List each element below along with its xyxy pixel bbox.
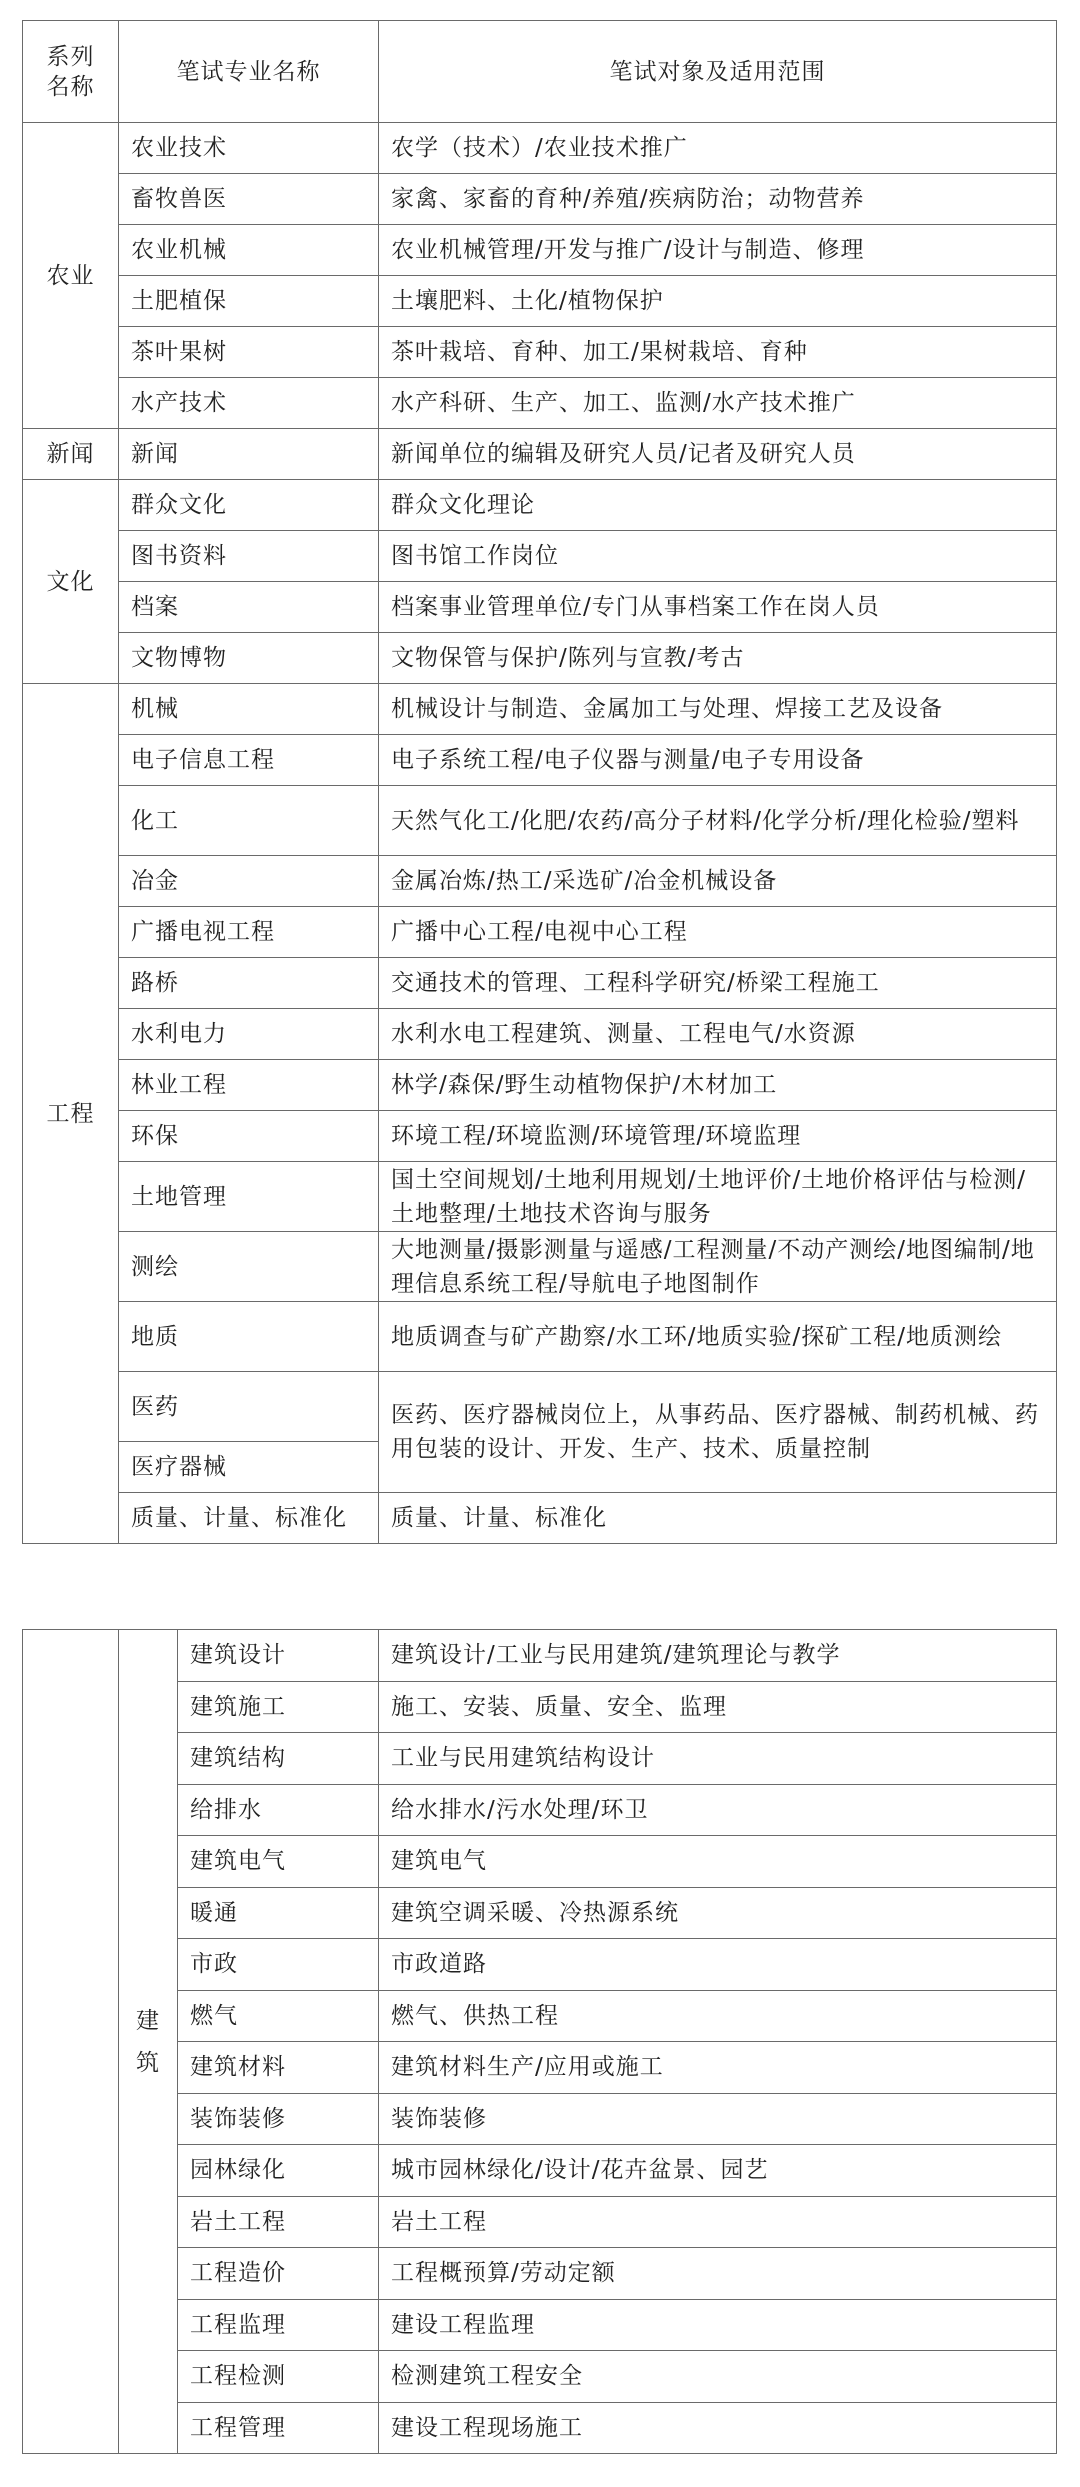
table-row: [23, 2042, 1057, 2094]
table-row: [23, 1887, 1057, 1939]
table-row: [23, 2402, 1057, 2454]
subject-cell: 地质: [119, 1302, 379, 1372]
scope-cell: 大地测量/摄影测量与遥感/工程测量/不动产测绘/地图编制/地理信息系统工程/导航电子地图制作: [379, 1232, 1057, 1302]
table-row: [23, 907, 1057, 958]
table-row: [23, 2093, 1057, 2145]
subject-cell: 工程造价: [178, 2248, 379, 2300]
table-row: [23, 1836, 1057, 1888]
scope-cell: 施工、安装、质量、安全、监理: [379, 1681, 1057, 1733]
table-row: [23, 1372, 1057, 1442]
table-row: [23, 735, 1057, 786]
table-row: [23, 480, 1057, 531]
scope-cell: 茶叶栽培、育种、加工/果树栽培、育种: [379, 327, 1057, 378]
table-row: [23, 1939, 1057, 1991]
scope-cell: 燃气、供热工程: [379, 1990, 1057, 2042]
subject-cell: 医药: [119, 1372, 379, 1442]
scope-cell: 质量、计量、标准化: [379, 1493, 1057, 1544]
table-row: [23, 786, 1057, 856]
table-row: [23, 123, 1057, 174]
scope-cell: 建筑设计/工业与民用建筑/建筑理论与教学: [379, 1630, 1057, 1682]
header-category: 系列 名称: [23, 21, 119, 123]
subject-cell: 建筑设计: [178, 1630, 379, 1682]
table-row: [23, 276, 1057, 327]
subject-cell: 档案: [119, 582, 379, 633]
subject-cell: 工程检测: [178, 2351, 379, 2403]
scope-cell: 装饰装修: [379, 2093, 1057, 2145]
scope-cell: 建筑材料生产/应用或施工: [379, 2042, 1057, 2094]
category-cell: 工程: [23, 684, 119, 1544]
scope-cell: 市政道路: [379, 1939, 1057, 1991]
table-row: [23, 1162, 1057, 1232]
category-cell: [23, 1630, 119, 2454]
table-row: [23, 531, 1057, 582]
subject-cell: 工程管理: [178, 2402, 379, 2454]
category-cell: 新闻: [23, 429, 119, 480]
scope-cell: 新闻单位的编辑及研究人员/记者及研究人员: [379, 429, 1057, 480]
subject-cell: 工程监理: [178, 2299, 379, 2351]
scope-cell: 家禽、家畜的育种/养殖/疾病防治；动物营养: [379, 174, 1057, 225]
table-row: [23, 1784, 1057, 1836]
subject-cell: 文物博物: [119, 633, 379, 684]
scope-cell: 金属冶炼/热工/采选矿/冶金机械设备: [379, 856, 1057, 907]
scope-cell: 岩土工程: [379, 2196, 1057, 2248]
table-row: [23, 1009, 1057, 1060]
category-cell: 文化: [23, 480, 119, 684]
subject-cell: 建筑施工: [178, 1681, 379, 1733]
table-row: [23, 2145, 1057, 2197]
exam-table-2: [22, 1629, 1057, 2454]
table-row: [23, 1060, 1057, 1111]
subject-cell: 建筑结构: [178, 1733, 379, 1785]
subject-cell: 电子信息工程: [119, 735, 379, 786]
category-cell: 农业: [23, 123, 119, 429]
scope-cell: 给水排水/污水处理/环卫: [379, 1784, 1057, 1836]
table-row: [23, 225, 1057, 276]
subject-cell: 农业技术: [119, 123, 379, 174]
table-row: [23, 684, 1057, 735]
subject-cell: 装饰装修: [178, 2093, 379, 2145]
scope-cell: 城市园林绿化/设计/花卉盆景、园艺: [379, 2145, 1057, 2197]
subject-cell: 农业机械: [119, 225, 379, 276]
scope-cell: 建筑空调采暖、冷热源系统: [379, 1887, 1057, 1939]
scope-cell: 土壤肥料、土化/植物保护: [379, 276, 1057, 327]
subject-cell: 质量、计量、标准化: [119, 1493, 379, 1544]
scope-cell: 文物保管与保护/陈列与宣教/考古: [379, 633, 1057, 684]
subject-cell: 土肥植保: [119, 276, 379, 327]
scope-cell: 建设工程监理: [379, 2299, 1057, 2351]
subject-cell: 环保: [119, 1111, 379, 1162]
subject-cell: 路桥: [119, 958, 379, 1009]
table-row: [23, 2299, 1057, 2351]
subject-cell: 广播电视工程: [119, 907, 379, 958]
scope-cell: 广播中心工程/电视中心工程: [379, 907, 1057, 958]
table-row: [23, 327, 1057, 378]
table-row: [23, 1111, 1057, 1162]
table-row: [23, 2248, 1057, 2300]
scope-cell: 医药、医疗器械岗位上，从事药品、医疗器械、制药机械、药用包装的设计、开发、生产、技术、质量控制: [379, 1372, 1057, 1493]
subject-cell: 医疗器械: [119, 1442, 379, 1493]
scope-cell: 水利水电工程建筑、测量、工程电气/水资源: [379, 1009, 1057, 1060]
scope-cell: 农学（技术）/农业技术推广: [379, 123, 1057, 174]
table-row: [23, 378, 1057, 429]
table-row: [23, 958, 1057, 1009]
subject-cell: 建筑材料: [178, 2042, 379, 2094]
subject-cell: 土地管理: [119, 1162, 379, 1232]
scope-cell: 交通技术的管理、工程科学研究/桥梁工程施工: [379, 958, 1057, 1009]
header-row: [23, 21, 1057, 123]
table-row: [23, 174, 1057, 225]
subject-cell: 园林绿化: [178, 2145, 379, 2197]
table-row: [23, 2351, 1057, 2403]
scope-cell: 林学/森保/野生动植物保护/木材加工: [379, 1060, 1057, 1111]
subject-cell: 图书资料: [119, 531, 379, 582]
scope-cell: 档案事业管理单位/专门从事档案工作在岗人员: [379, 582, 1057, 633]
table-row: [23, 1681, 1057, 1733]
subject-cell: 茶叶果树: [119, 327, 379, 378]
scope-cell: 检测建筑工程安全: [379, 2351, 1057, 2403]
subject-cell: 暖通: [178, 1887, 379, 1939]
subject-cell: 测绘: [119, 1232, 379, 1302]
scope-cell: 电子系统工程/电子仪器与测量/电子专用设备: [379, 735, 1057, 786]
scope-cell: 工程概预算/劳动定额: [379, 2248, 1057, 2300]
subject-cell: 群众文化: [119, 480, 379, 531]
table-row: [23, 1232, 1057, 1302]
table-row: [23, 856, 1057, 907]
scope-cell: 机械设计与制造、金属加工与处理、焊接工艺及设备: [379, 684, 1057, 735]
table-row: [23, 1733, 1057, 1785]
scope-cell: 建设工程现场施工: [379, 2402, 1057, 2454]
scope-cell: 图书馆工作岗位: [379, 531, 1057, 582]
table-row: [23, 1630, 1057, 1682]
scope-cell: 天然气化工/化肥/农药/高分子材料/化学分析/理化检验/塑料: [379, 786, 1057, 856]
scope-cell: 群众文化理论: [379, 480, 1057, 531]
subject-cell: 新闻: [119, 429, 379, 480]
table-row: [23, 582, 1057, 633]
subject-cell: 畜牧兽医: [119, 174, 379, 225]
subject-cell: 市政: [178, 1939, 379, 1991]
table-row: [23, 2196, 1057, 2248]
subject-cell: 水产技术: [119, 378, 379, 429]
table-row: [23, 429, 1057, 480]
table-row: [23, 1990, 1057, 2042]
subject-cell: 建筑电气: [178, 1836, 379, 1888]
scope-cell: 地质调查与矿产勘察/水工环/地质实验/探矿工程/地质测绘: [379, 1302, 1057, 1372]
table-row: [23, 1302, 1057, 1372]
header-subject: 笔试专业名称: [119, 21, 379, 123]
scope-cell: 国土空间规划/土地利用规划/土地评价/土地价格评估与检测/土地整理/土地技术咨询与服务: [379, 1162, 1057, 1232]
scope-cell: 工业与民用建筑结构设计: [379, 1733, 1057, 1785]
subject-cell: 冶金: [119, 856, 379, 907]
subject-cell: 机械: [119, 684, 379, 735]
exam-table-1: [22, 20, 1057, 1544]
scope-cell: 水产科研、生产、加工、监测/水产技术推广: [379, 378, 1057, 429]
subcategory-cell: 建 筑: [119, 1630, 178, 2454]
scope-cell: 农业机械管理/开发与推广/设计与制造、修理: [379, 225, 1057, 276]
subject-cell: 化工: [119, 786, 379, 856]
subject-cell: 给排水: [178, 1784, 379, 1836]
subject-cell: 水利电力: [119, 1009, 379, 1060]
table-row: [23, 1493, 1057, 1544]
header-scope: 笔试对象及适用范围: [379, 21, 1057, 123]
subject-cell: 燃气: [178, 1990, 379, 2042]
scope-cell: 建筑电气: [379, 1836, 1057, 1888]
subject-cell: 岩土工程: [178, 2196, 379, 2248]
subject-cell: 林业工程: [119, 1060, 379, 1111]
scope-cell: 环境工程/环境监测/环境管理/环境监理: [379, 1111, 1057, 1162]
table-row: [23, 633, 1057, 684]
